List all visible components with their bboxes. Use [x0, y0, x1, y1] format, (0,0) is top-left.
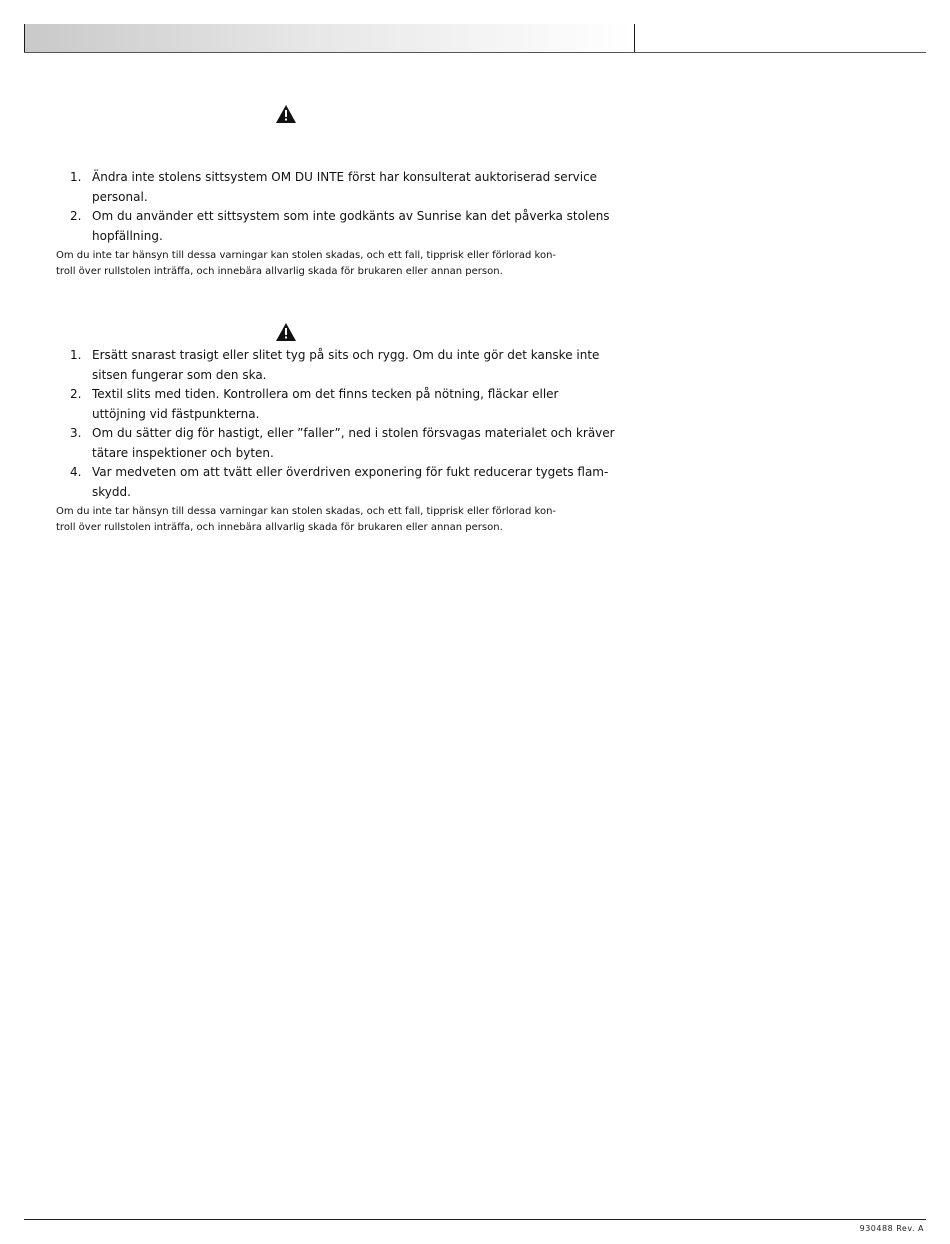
- warning-list-2: [56, 346, 616, 502]
- list-item-number: 1.: [70, 348, 82, 362]
- list-item: [56, 346, 616, 385]
- list-item-number: 3.: [70, 426, 82, 440]
- warning-triangle-icon: [276, 323, 296, 341]
- list-item: [56, 385, 616, 424]
- list-item-number: 2.: [70, 387, 82, 401]
- list-item-text: Om du sätter dig för hastigt, eller ”faller”, ned i stolen försvagas materialet och kräver tätare inspektioner och byten.: [92, 426, 615, 460]
- warning-consequence-note-2: Om du inte tar hänsyn till dessa varningar kan stolen skadas, och ett fall, tipprisk eller förlorad kon- troll över rullstolen inträffa, och innebära allvarlig skada för brukaren eller annan person.: [56, 506, 557, 533]
- list-item-number: 2.: [70, 209, 82, 223]
- list-item-text: Textil slits med tiden. Kontrollera om det finns tecken på nötning, fläckar eller uttöjning vid fästpunkterna.: [92, 387, 559, 421]
- header-rule: [24, 52, 926, 53]
- header-bar: [24, 24, 634, 52]
- header-divider: [634, 24, 635, 53]
- warning-consequence-note-1: Om du inte tar hänsyn till dessa varningar kan stolen skadas, och ett fall, tipprisk eller förlorad kon- troll över rullstolen inträffa, och innebära allvarlig skada för brukaren eller annan person.: [56, 250, 557, 277]
- document-revision: 930488 Rev. A: [859, 1224, 924, 1233]
- list-item-number: 4.: [70, 465, 82, 479]
- warning-list-1: [56, 168, 616, 246]
- list-item-text: Ändra inte stolens sittsystem OM DU INTE först har konsulterat auktoriserad service personal.: [92, 170, 598, 204]
- warning-triangle-icon: [276, 105, 296, 123]
- list-item-text: Om du använder ett sittsystem som inte godkänts av Sunrise kan det påverka stolens hopfällning.: [92, 209, 610, 243]
- list-item-number: 1.: [70, 170, 82, 184]
- list-item: [56, 424, 616, 463]
- list-item: [56, 463, 616, 502]
- list-item: [56, 207, 616, 246]
- list-item-text: Var medveten om att tvätt eller överdriven exponering för fukt reducerar tygets flam-skydd.: [92, 465, 609, 499]
- list-item: [56, 168, 616, 207]
- list-item-text: Ersätt snarast trasigt eller slitet tyg på sits och rygg. Om du inte gör det kanske inte sitsen fungerar som den ska.: [92, 348, 600, 382]
- footer-rule: [24, 1219, 926, 1220]
